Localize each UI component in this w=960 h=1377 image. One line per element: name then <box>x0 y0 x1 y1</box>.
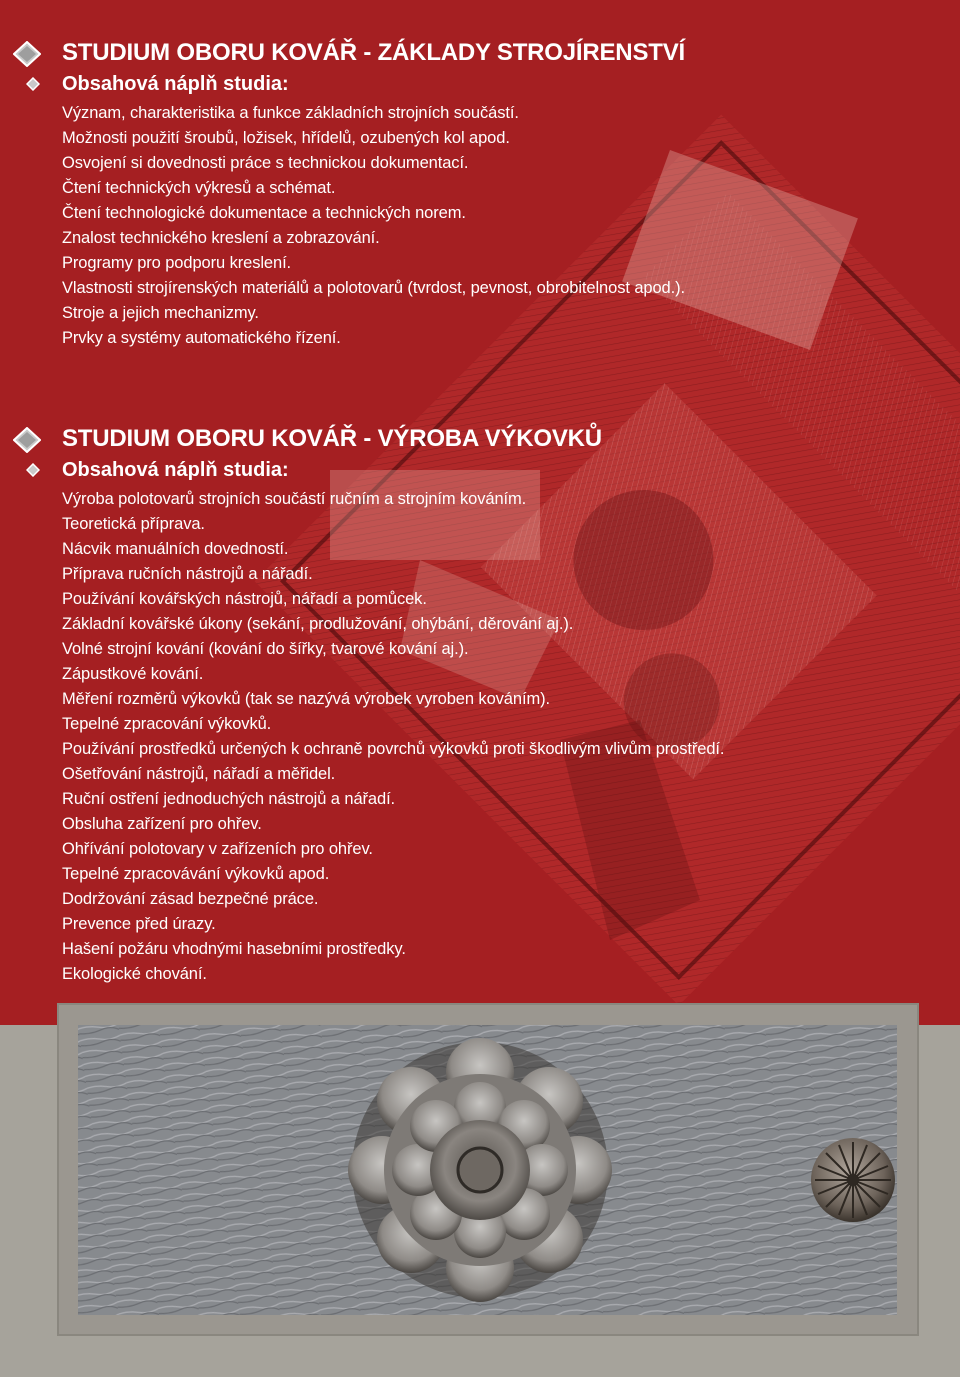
list-item: Stroje a jejich mechanizmy. <box>62 304 259 322</box>
list-item: Prvky a systémy automatického řízení. <box>62 329 341 347</box>
list-item: Ošetřování nástrojů, nářadí a měřidel. <box>62 765 336 783</box>
section-heading: STUDIUM OBORU KOVÁŘ - VÝROBA VÝKOVKŮ <box>62 425 602 452</box>
list-item: Prevence před úrazy. <box>62 915 216 933</box>
section-heading: STUDIUM OBORU KOVÁŘ - ZÁKLADY STROJÍRENSTVÍ <box>62 39 685 66</box>
list-item: Vlastnosti strojírenských materiálů a polotovarů (tvrdost, pevnost, obrobitelnost apod.). <box>62 279 685 297</box>
list-item: Základní kovářské úkony (sekání, prodlužování, ohýbání, děrování aj.). <box>62 615 574 633</box>
section-subheading: Obsahová náplň studia: <box>62 73 289 95</box>
list-item: Výroba polotovarů strojních součástí ručním a strojním kováním. <box>62 490 527 508</box>
list-item: Teoretická příprava. <box>62 515 205 533</box>
section-subheading: Obsahová náplň studia: <box>62 459 289 481</box>
small-diamond-bullet-icon <box>26 77 40 91</box>
list-item: Čtení technických výkresů a schémat. <box>62 179 336 197</box>
content-list <box>62 101 685 351</box>
list-item: Měření rozměrů výkovků (tak se nazývá výrobek vyroben kováním). <box>62 690 550 708</box>
list-item: Hašení požáru vhodnými hasebními prostředky. <box>62 940 406 958</box>
diamond-bullet-icon <box>13 41 41 67</box>
list-item: Tepelné zpracovávání výkovků apod. <box>62 865 330 883</box>
list-item: Ohřívání polotovary v zařízeních pro ohřev. <box>62 840 373 858</box>
list-item: Význam, charakteristika a funkce základních strojních součástí. <box>62 104 519 122</box>
list-item: Osvojení si dovednosti práce s technickou dokumentací. <box>62 154 469 172</box>
list-item: Ekologické chování. <box>62 965 207 983</box>
list-item: Používání prostředků určených k ochraně povrchů výkovků proti škodlivým vlivům prostředí. <box>62 740 725 758</box>
list-item: Možnosti použití šroubů, ložisek, hřídelů, ozubených kol apod. <box>62 129 510 147</box>
list-item: Obsluha zařízení pro ohřev. <box>62 815 262 833</box>
list-item: Volné strojní kování (kování do šířky, tvarové kování aj.). <box>62 640 469 658</box>
list-item: Nácvik manuálních dovedností. <box>62 540 289 558</box>
list-item: Čtení technologické dokumentace a technických norem. <box>62 204 466 222</box>
forged-rosette-photo <box>78 1025 897 1315</box>
list-item: Znalost technického kreslení a zobrazování. <box>62 229 380 247</box>
list-item: Používání kovářských nástrojů, nářadí a pomůcek. <box>62 590 427 608</box>
list-item: Tepelné zpracování výkovků. <box>62 715 272 733</box>
list-item: Dodržování zásad bezpečné práce. <box>62 890 319 908</box>
small-diamond-bullet-icon <box>26 463 40 477</box>
list-item: Příprava ručních nástrojů a nářadí. <box>62 565 313 583</box>
diamond-bullet-icon <box>13 427 41 453</box>
list-item: Zápustkové kování. <box>62 665 204 683</box>
list-item: Programy pro podporu kreslení. <box>62 254 292 272</box>
content-list <box>62 487 724 987</box>
list-item: Ruční ostření jednoduchých nástrojů a nářadí. <box>62 790 396 808</box>
